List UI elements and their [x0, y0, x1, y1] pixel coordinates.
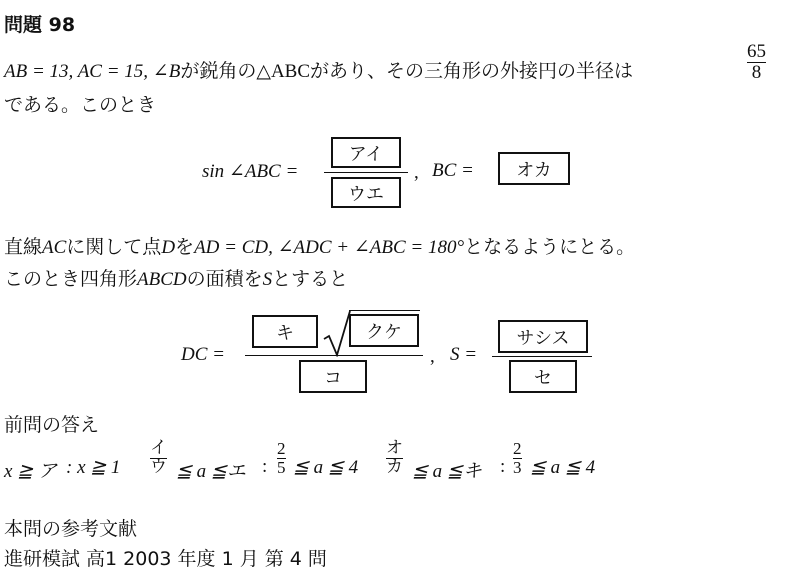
- prev-part-1: x ≧ ア: [4, 461, 57, 482]
- prev-answers-heading: 前問の答え: [4, 414, 100, 436]
- prev-f1-denominator: ウ: [150, 456, 167, 477]
- references-line: 進研模試 高1 2003 年度 1 月 第 4 問: [4, 548, 327, 570]
- prev-part-7: :: [500, 456, 506, 477]
- radius-fraction: [747, 42, 766, 83]
- prev-f4-numerator: 2: [513, 439, 522, 458]
- answer-box-ki: キ: [252, 315, 318, 348]
- answer-box-se: セ: [509, 360, 577, 393]
- prev-fraction-2: [277, 440, 286, 477]
- intro-line-2: である。このとき: [4, 94, 157, 116]
- prev-part-3: ≦ a ≦エ: [176, 461, 246, 482]
- answer-box-ai: アイ: [331, 137, 401, 168]
- para2-text-1: 直線: [4, 236, 43, 258]
- dc-lhs: DC =: [181, 344, 225, 365]
- prev-fraction-3: [386, 440, 403, 477]
- eq2-comma: ,: [430, 346, 435, 367]
- answer-box-ue: ウエ: [331, 177, 401, 208]
- fraction-bar-s: [492, 356, 592, 357]
- intro-triangle: △ABC: [256, 61, 311, 82]
- intro-math: AB = 13, AC = 15, ∠B: [4, 61, 181, 82]
- prev-part-8: ≦ a ≦ 4: [530, 457, 596, 478]
- fraction-bar-dc: [245, 355, 423, 356]
- para2-text-3: を: [175, 236, 195, 258]
- prev-f2-numerator: 2: [277, 439, 286, 458]
- problem-title: 問題 98: [4, 14, 76, 36]
- s-lhs: S =: [450, 344, 478, 365]
- eq1-comma: ,: [414, 162, 419, 183]
- sqrt-sign-icon: [322, 309, 352, 357]
- intro-text-1: が鋭角の: [180, 60, 257, 82]
- prev-f2-denominator: 5: [277, 457, 286, 477]
- prev-fraction-1: [150, 440, 167, 477]
- para2-line-1: [4, 232, 635, 259]
- bc-lhs: BC =: [432, 160, 474, 181]
- sqrt-vinculum: [349, 310, 420, 311]
- para2-line-2: [4, 264, 348, 291]
- prev-part-5: ≦ a ≦ 4: [293, 457, 359, 478]
- answer-box-ko: コ: [299, 360, 367, 393]
- para2-d: D: [161, 237, 176, 258]
- prev-f3-denominator: カ: [386, 456, 403, 477]
- answer-box-sashisu: サシス: [498, 320, 588, 353]
- prev-f1-numerator: イ: [150, 438, 167, 458]
- radius-denominator: 8: [751, 61, 762, 83]
- prev-part-6: ≦ a ≦キ: [412, 461, 482, 482]
- para2-text-2: に関して点: [66, 236, 162, 258]
- para2-text-4: となるようにとる。: [464, 236, 636, 258]
- prev-f3-numerator: オ: [386, 438, 403, 458]
- para2-ac: AC: [42, 237, 67, 258]
- answer-box-oka: オカ: [498, 152, 570, 185]
- para2-text-5: このとき四角形: [4, 268, 138, 290]
- fraction-bar-sin: [324, 172, 408, 173]
- prev-part-4: :: [262, 456, 268, 477]
- prev-part-2: : x ≧ 1: [66, 457, 121, 478]
- references-heading: 本問の参考文献: [4, 518, 138, 540]
- intro-text-2: があり、その三角形の外接円の半径は: [310, 60, 634, 82]
- para2-text-6: の面積を: [186, 268, 263, 290]
- radius-numerator: 65: [747, 41, 766, 62]
- prev-fraction-4: [513, 440, 522, 477]
- prev-answers-line: [4, 456, 57, 483]
- para2-text-7: とすると: [272, 268, 349, 290]
- para2-abcd: ABCD: [137, 269, 187, 290]
- para2-condition: AD = CD, ∠ADC + ∠ABC = 180°: [194, 237, 465, 258]
- sin-lhs: sin ∠ABC =: [202, 161, 299, 182]
- answer-box-kuke: クケ: [349, 314, 419, 347]
- prev-f4-denominator: 3: [513, 457, 522, 477]
- para2-s: S: [262, 269, 273, 290]
- intro-line-1: [4, 56, 633, 83]
